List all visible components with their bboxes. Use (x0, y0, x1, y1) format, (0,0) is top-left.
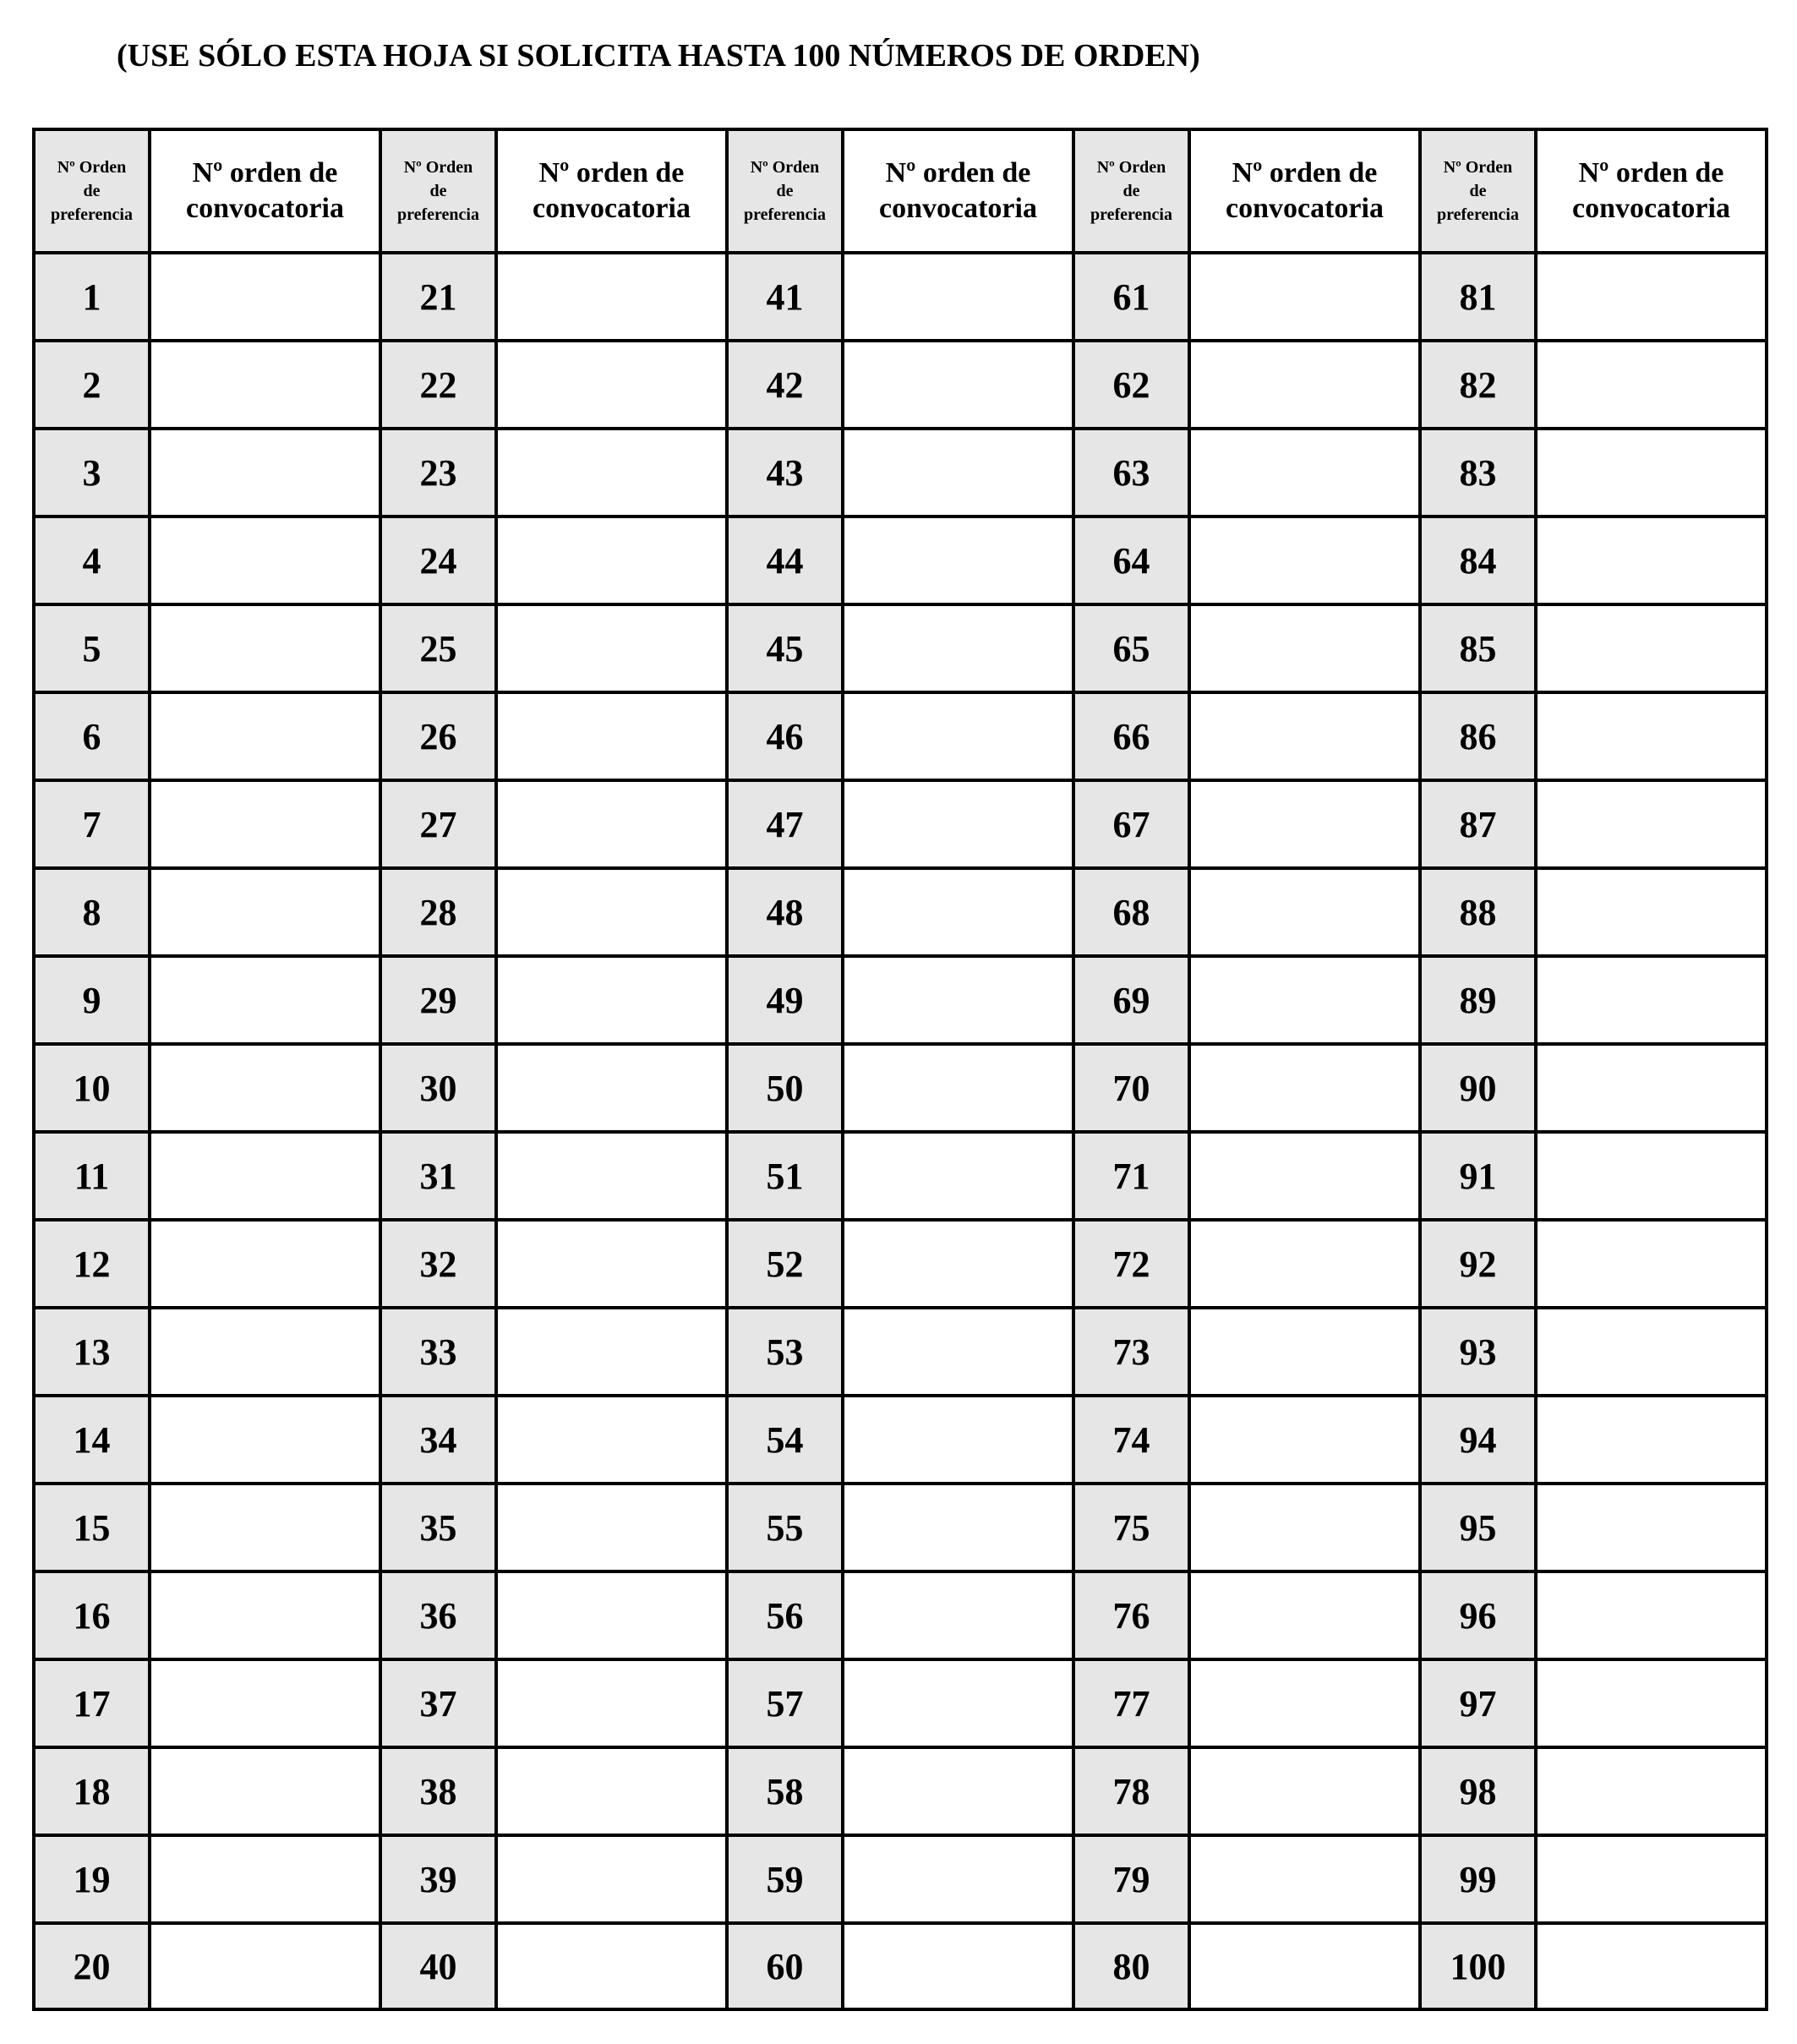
preference-number-cell: 3 (34, 429, 150, 516)
convocatoria-entry-cell[interactable] (843, 429, 1073, 516)
preference-number-cell: 45 (727, 604, 843, 692)
convocatoria-entry-cell[interactable] (496, 1571, 727, 1659)
preference-number-cell: 78 (1073, 1747, 1189, 1835)
preference-number-cell: 74 (1073, 1396, 1189, 1484)
header-text-line: de (1469, 182, 1487, 200)
convocatoria-entry-cell[interactable] (1189, 604, 1420, 692)
preference-number-cell: 21 (380, 253, 496, 341)
preference-number-cell: 90 (1420, 1044, 1536, 1132)
table-row (34, 253, 1767, 341)
convocatoria-entry-cell[interactable] (1536, 868, 1767, 956)
convocatoria-entry-cell[interactable] (1189, 956, 1420, 1044)
header-text-line: de (83, 182, 101, 200)
header-text-line: Nº Orden (750, 158, 820, 177)
preference-number-cell: 53 (727, 1308, 843, 1396)
convocatoria-entry-cell[interactable] (843, 780, 1073, 868)
convocatoria-entry-cell[interactable] (1536, 780, 1767, 868)
preference-number-cell: 40 (380, 1923, 496, 2009)
preference-number-cell: 76 (1073, 1571, 1189, 1659)
table-header-row (34, 129, 1767, 253)
convocatoria-entry-cell[interactable] (1189, 1659, 1420, 1747)
header-orden-preferencia (34, 129, 150, 253)
convocatoria-entry-cell[interactable] (1536, 1308, 1767, 1396)
header-text-line: Nº Orden (57, 158, 127, 177)
preference-number-cell: 69 (1073, 956, 1189, 1044)
header-text-line: preferencia (743, 205, 826, 224)
table-row (34, 1308, 1767, 1396)
convocatoria-entry-cell[interactable] (150, 1220, 380, 1308)
convocatoria-entry-cell[interactable] (1536, 1132, 1767, 1220)
preference-number-cell: 31 (380, 1132, 496, 1220)
convocatoria-entry-cell[interactable] (150, 341, 380, 429)
convocatoria-entry-cell[interactable] (1536, 956, 1767, 1044)
preference-number-cell: 63 (1073, 429, 1189, 516)
header-orden-convocatoria (843, 129, 1073, 253)
header-text-line: Nº orden de (192, 157, 338, 189)
preference-number-cell: 6 (34, 692, 150, 780)
convocatoria-entry-cell[interactable] (1189, 1571, 1420, 1659)
preference-number-cell: 38 (380, 1747, 496, 1835)
convocatoria-entry-cell[interactable] (1189, 1923, 1420, 2009)
convocatoria-entry-cell[interactable] (1189, 1747, 1420, 1835)
table-row (34, 1132, 1767, 1220)
convocatoria-entry-cell[interactable] (843, 1308, 1073, 1396)
convocatoria-entry-cell[interactable] (843, 1571, 1073, 1659)
convocatoria-entry-cell[interactable] (150, 429, 380, 516)
convocatoria-entry-cell[interactable] (150, 1923, 380, 2009)
convocatoria-entry-cell[interactable] (1536, 429, 1767, 516)
preference-number-cell: 52 (727, 1220, 843, 1308)
header-orden-convocatoria (1536, 129, 1767, 253)
preference-number-cell: 62 (1073, 341, 1189, 429)
preference-number-cell: 91 (1420, 1132, 1536, 1220)
preference-number-cell: 35 (380, 1484, 496, 1571)
convocatoria-entry-cell[interactable] (1189, 1220, 1420, 1308)
preference-number-cell: 34 (380, 1396, 496, 1484)
header-orden-convocatoria (150, 129, 380, 253)
table-row (34, 868, 1767, 956)
preference-number-cell: 18 (34, 1747, 150, 1835)
preference-number-cell: 8 (34, 868, 150, 956)
convocatoria-entry-cell[interactable] (1536, 1220, 1767, 1308)
convocatoria-entry-cell[interactable] (496, 1044, 727, 1132)
convocatoria-entry-cell[interactable] (150, 1571, 380, 1659)
preference-number-cell: 23 (380, 429, 496, 516)
preference-number-cell: 72 (1073, 1220, 1189, 1308)
header-text-line: Nº orden de (885, 157, 1031, 189)
table-row (34, 1571, 1767, 1659)
header-text-line: Nº orden de (538, 157, 685, 189)
preference-number-cell: 58 (727, 1747, 843, 1835)
table-row (34, 604, 1767, 692)
convocatoria-entry-cell[interactable] (1536, 1747, 1767, 1835)
preference-number-cell: 68 (1073, 868, 1189, 956)
convocatoria-entry-cell[interactable] (1189, 341, 1420, 429)
preference-number-cell: 56 (727, 1571, 843, 1659)
convocatoria-entry-cell[interactable] (496, 1132, 727, 1220)
preference-number-cell: 77 (1073, 1659, 1189, 1747)
preference-number-cell: 15 (34, 1484, 150, 1571)
convocatoria-entry-cell[interactable] (496, 604, 727, 692)
page-title: (USE SÓLO ESTA HOJA SI SOLICITA HASTA 100 NÚMEROS DE ORDEN) (117, 38, 1200, 74)
preference-number-cell: 85 (1420, 604, 1536, 692)
preference-number-cell: 81 (1420, 253, 1536, 341)
convocatoria-entry-cell[interactable] (843, 1659, 1073, 1747)
convocatoria-entry-cell[interactable] (843, 1044, 1073, 1132)
preference-number-cell: 47 (727, 780, 843, 868)
convocatoria-entry-cell[interactable] (496, 956, 727, 1044)
preference-number-cell: 96 (1420, 1571, 1536, 1659)
convocatoria-entry-cell[interactable] (843, 341, 1073, 429)
header-text-line: preferencia (50, 205, 133, 224)
preference-number-cell: 71 (1073, 1132, 1189, 1220)
preference-number-cell: 66 (1073, 692, 1189, 780)
preference-number-cell: 51 (727, 1132, 843, 1220)
preference-number-cell: 10 (34, 1044, 150, 1132)
preference-number-cell: 22 (380, 341, 496, 429)
preference-number-cell: 36 (380, 1571, 496, 1659)
convocatoria-entry-cell[interactable] (1536, 516, 1767, 604)
convocatoria-entry-cell[interactable] (1189, 1396, 1420, 1484)
preference-number-cell: 7 (34, 780, 150, 868)
convocatoria-entry-cell[interactable] (496, 1835, 727, 1923)
convocatoria-entry-cell[interactable] (1189, 1835, 1420, 1923)
convocatoria-entry-cell[interactable] (1189, 516, 1420, 604)
header-text-line: convocatoria (533, 193, 691, 224)
preference-number-cell: 26 (380, 692, 496, 780)
convocatoria-entry-cell[interactable] (150, 956, 380, 1044)
header-orden-convocatoria (496, 129, 727, 253)
preference-number-cell: 57 (727, 1659, 843, 1747)
preference-number-cell: 25 (380, 604, 496, 692)
preference-number-cell: 79 (1073, 1835, 1189, 1923)
header-orden-preferencia (380, 129, 496, 253)
convocatoria-entry-cell[interactable] (843, 253, 1073, 341)
preference-number-cell: 97 (1420, 1659, 1536, 1747)
convocatoria-entry-cell[interactable] (1536, 253, 1767, 341)
convocatoria-entry-cell[interactable] (843, 1220, 1073, 1308)
header-text-line: Nº Orden (1443, 158, 1513, 177)
convocatoria-entry-cell[interactable] (1189, 1132, 1420, 1220)
convocatoria-entry-cell[interactable] (1536, 1044, 1767, 1132)
convocatoria-entry-cell[interactable] (1536, 1396, 1767, 1484)
header-text-line: Nº Orden (1096, 158, 1166, 177)
table-body (34, 253, 1767, 2009)
preference-number-cell: 60 (727, 1923, 843, 2009)
convocatoria-entry-cell[interactable] (496, 1484, 727, 1571)
table-row (34, 1659, 1767, 1747)
table-row (34, 1220, 1767, 1308)
convocatoria-entry-cell[interactable] (843, 1396, 1073, 1484)
preference-number-cell: 4 (34, 516, 150, 604)
convocatoria-entry-cell[interactable] (496, 1747, 727, 1835)
header-text-line: convocatoria (186, 193, 344, 224)
convocatoria-entry-cell[interactable] (150, 604, 380, 692)
convocatoria-entry-cell[interactable] (1189, 1044, 1420, 1132)
convocatoria-entry-cell[interactable] (150, 1396, 380, 1484)
convocatoria-entry-cell[interactable] (150, 868, 380, 956)
convocatoria-entry-cell[interactable] (150, 516, 380, 604)
header-text-line: convocatoria (1226, 193, 1384, 224)
table-row (34, 1396, 1767, 1484)
preference-number-cell: 64 (1073, 516, 1189, 604)
header-text-line: preferencia (1090, 205, 1172, 224)
convocatoria-entry-cell[interactable] (1536, 1835, 1767, 1923)
convocatoria-entry-cell[interactable] (843, 956, 1073, 1044)
preference-number-cell: 98 (1420, 1747, 1536, 1835)
header-text-line: de (1122, 182, 1140, 200)
preference-number-cell: 48 (727, 868, 843, 956)
preference-number-cell: 19 (34, 1835, 150, 1923)
preference-number-cell: 32 (380, 1220, 496, 1308)
preference-table (32, 128, 1768, 2011)
preference-number-cell: 17 (34, 1659, 150, 1747)
convocatoria-entry-cell[interactable] (496, 341, 727, 429)
convocatoria-entry-cell[interactable] (1536, 604, 1767, 692)
preference-number-cell: 80 (1073, 1923, 1189, 2009)
preference-number-cell: 59 (727, 1835, 843, 1923)
convocatoria-entry-cell[interactable] (150, 253, 380, 341)
convocatoria-entry-cell[interactable] (150, 1308, 380, 1396)
convocatoria-entry-cell[interactable] (150, 1484, 380, 1571)
convocatoria-entry-cell[interactable] (496, 780, 727, 868)
preference-number-cell: 30 (380, 1044, 496, 1132)
convocatoria-entry-cell[interactable] (496, 1923, 727, 2009)
header-orden-preferencia (727, 129, 843, 253)
preference-number-cell: 54 (727, 1396, 843, 1484)
convocatoria-entry-cell[interactable] (496, 1396, 727, 1484)
convocatoria-entry-cell[interactable] (1189, 780, 1420, 868)
convocatoria-entry-cell[interactable] (496, 868, 727, 956)
preference-number-cell: 43 (727, 429, 843, 516)
preference-number-cell: 55 (727, 1484, 843, 1571)
table-row (34, 1044, 1767, 1132)
preference-number-cell: 1 (34, 253, 150, 341)
convocatoria-entry-cell[interactable] (150, 1835, 380, 1923)
preference-number-cell: 87 (1420, 780, 1536, 868)
convocatoria-entry-cell[interactable] (1189, 692, 1420, 780)
convocatoria-entry-cell[interactable] (496, 429, 727, 516)
convocatoria-entry-cell[interactable] (1536, 692, 1767, 780)
preference-number-cell: 65 (1073, 604, 1189, 692)
preference-number-cell: 88 (1420, 868, 1536, 956)
preference-number-cell: 73 (1073, 1308, 1189, 1396)
preference-number-cell: 86 (1420, 692, 1536, 780)
table-row (34, 956, 1767, 1044)
preference-number-cell: 50 (727, 1044, 843, 1132)
preference-number-cell: 89 (1420, 956, 1536, 1044)
convocatoria-entry-cell[interactable] (1189, 253, 1420, 341)
header-text-line: Nº Orden (403, 158, 473, 177)
preference-number-cell: 16 (34, 1571, 150, 1659)
convocatoria-entry-cell[interactable] (150, 1747, 380, 1835)
convocatoria-entry-cell[interactable] (150, 1659, 380, 1747)
preference-number-cell: 93 (1420, 1308, 1536, 1396)
convocatoria-entry-cell[interactable] (843, 1132, 1073, 1220)
header-text-line: de (429, 182, 447, 200)
convocatoria-entry-cell[interactable] (843, 1747, 1073, 1835)
preference-number-cell: 75 (1073, 1484, 1189, 1571)
preference-number-cell: 100 (1420, 1923, 1536, 2009)
header-text-line: convocatoria (879, 193, 1037, 224)
preference-number-cell: 5 (34, 604, 150, 692)
convocatoria-entry-cell[interactable] (843, 692, 1073, 780)
convocatoria-entry-cell[interactable] (843, 604, 1073, 692)
convocatoria-entry-cell[interactable] (1536, 1659, 1767, 1747)
table-row (34, 1484, 1767, 1571)
table-row (34, 516, 1767, 604)
preference-number-cell: 37 (380, 1659, 496, 1747)
header-text-line: Nº orden de (1232, 157, 1378, 189)
preference-number-cell: 84 (1420, 516, 1536, 604)
header-orden-preferencia (1420, 129, 1536, 253)
convocatoria-entry-cell[interactable] (1189, 1484, 1420, 1571)
preference-number-cell: 14 (34, 1396, 150, 1484)
table-row (34, 1747, 1767, 1835)
convocatoria-entry-cell[interactable] (496, 1659, 727, 1747)
table-row (34, 1835, 1767, 1923)
convocatoria-entry-cell[interactable] (150, 692, 380, 780)
convocatoria-entry-cell[interactable] (1536, 1571, 1767, 1659)
convocatoria-entry-cell[interactable] (496, 692, 727, 780)
convocatoria-entry-cell[interactable] (843, 516, 1073, 604)
preference-number-cell: 41 (727, 253, 843, 341)
convocatoria-entry-cell[interactable] (1189, 1308, 1420, 1396)
convocatoria-entry-cell[interactable] (843, 868, 1073, 956)
header-text-line: preferencia (1436, 205, 1519, 224)
preference-number-cell: 49 (727, 956, 843, 1044)
preference-number-cell: 39 (380, 1835, 496, 1923)
convocatoria-entry-cell[interactable] (1536, 1484, 1767, 1571)
convocatoria-entry-cell[interactable] (496, 1220, 727, 1308)
preference-number-cell: 9 (34, 956, 150, 1044)
preference-number-cell: 28 (380, 868, 496, 956)
convocatoria-entry-cell[interactable] (496, 1308, 727, 1396)
preference-number-cell: 46 (727, 692, 843, 780)
preference-number-cell: 11 (34, 1132, 150, 1220)
preference-number-cell: 94 (1420, 1396, 1536, 1484)
convocatoria-entry-cell[interactable] (1189, 868, 1420, 956)
header-text-line: de (776, 182, 794, 200)
preference-number-cell: 67 (1073, 780, 1189, 868)
convocatoria-entry-cell[interactable] (496, 516, 727, 604)
convocatoria-entry-cell[interactable] (150, 1044, 380, 1132)
convocatoria-entry-cell[interactable] (1189, 429, 1420, 516)
preference-number-cell: 95 (1420, 1484, 1536, 1571)
convocatoria-entry-cell[interactable] (843, 1484, 1073, 1571)
preference-number-cell: 83 (1420, 429, 1536, 516)
table-row (34, 780, 1767, 868)
preference-number-cell: 70 (1073, 1044, 1189, 1132)
preference-number-cell: 82 (1420, 341, 1536, 429)
preference-number-cell: 2 (34, 341, 150, 429)
preference-number-cell: 13 (34, 1308, 150, 1396)
header-text-line: convocatoria (1572, 193, 1730, 224)
convocatoria-entry-cell[interactable] (150, 1132, 380, 1220)
convocatoria-entry-cell[interactable] (1536, 1923, 1767, 2009)
preference-number-cell: 44 (727, 516, 843, 604)
header-text-line: Nº orden de (1578, 157, 1724, 189)
header-text-line: preferencia (396, 205, 479, 224)
preference-number-cell: 33 (380, 1308, 496, 1396)
table-row (34, 341, 1767, 429)
table-row (34, 692, 1767, 780)
preference-number-cell: 92 (1420, 1220, 1536, 1308)
convocatoria-entry-cell[interactable] (1536, 341, 1767, 429)
convocatoria-entry-cell[interactable] (496, 253, 727, 341)
header-orden-preferencia (1073, 129, 1189, 253)
preference-number-cell: 99 (1420, 1835, 1536, 1923)
preference-number-cell: 27 (380, 780, 496, 868)
convocatoria-entry-cell[interactable] (843, 1923, 1073, 2009)
convocatoria-entry-cell[interactable] (150, 780, 380, 868)
preference-number-cell: 24 (380, 516, 496, 604)
header-orden-convocatoria (1189, 129, 1420, 253)
preference-number-cell: 20 (34, 1923, 150, 2009)
preference-number-cell: 12 (34, 1220, 150, 1308)
table-row (34, 429, 1767, 516)
table-row (34, 1923, 1767, 2009)
preference-number-cell: 42 (727, 341, 843, 429)
convocatoria-entry-cell[interactable] (843, 1835, 1073, 1923)
preference-number-cell: 61 (1073, 253, 1189, 341)
preference-number-cell: 29 (380, 956, 496, 1044)
